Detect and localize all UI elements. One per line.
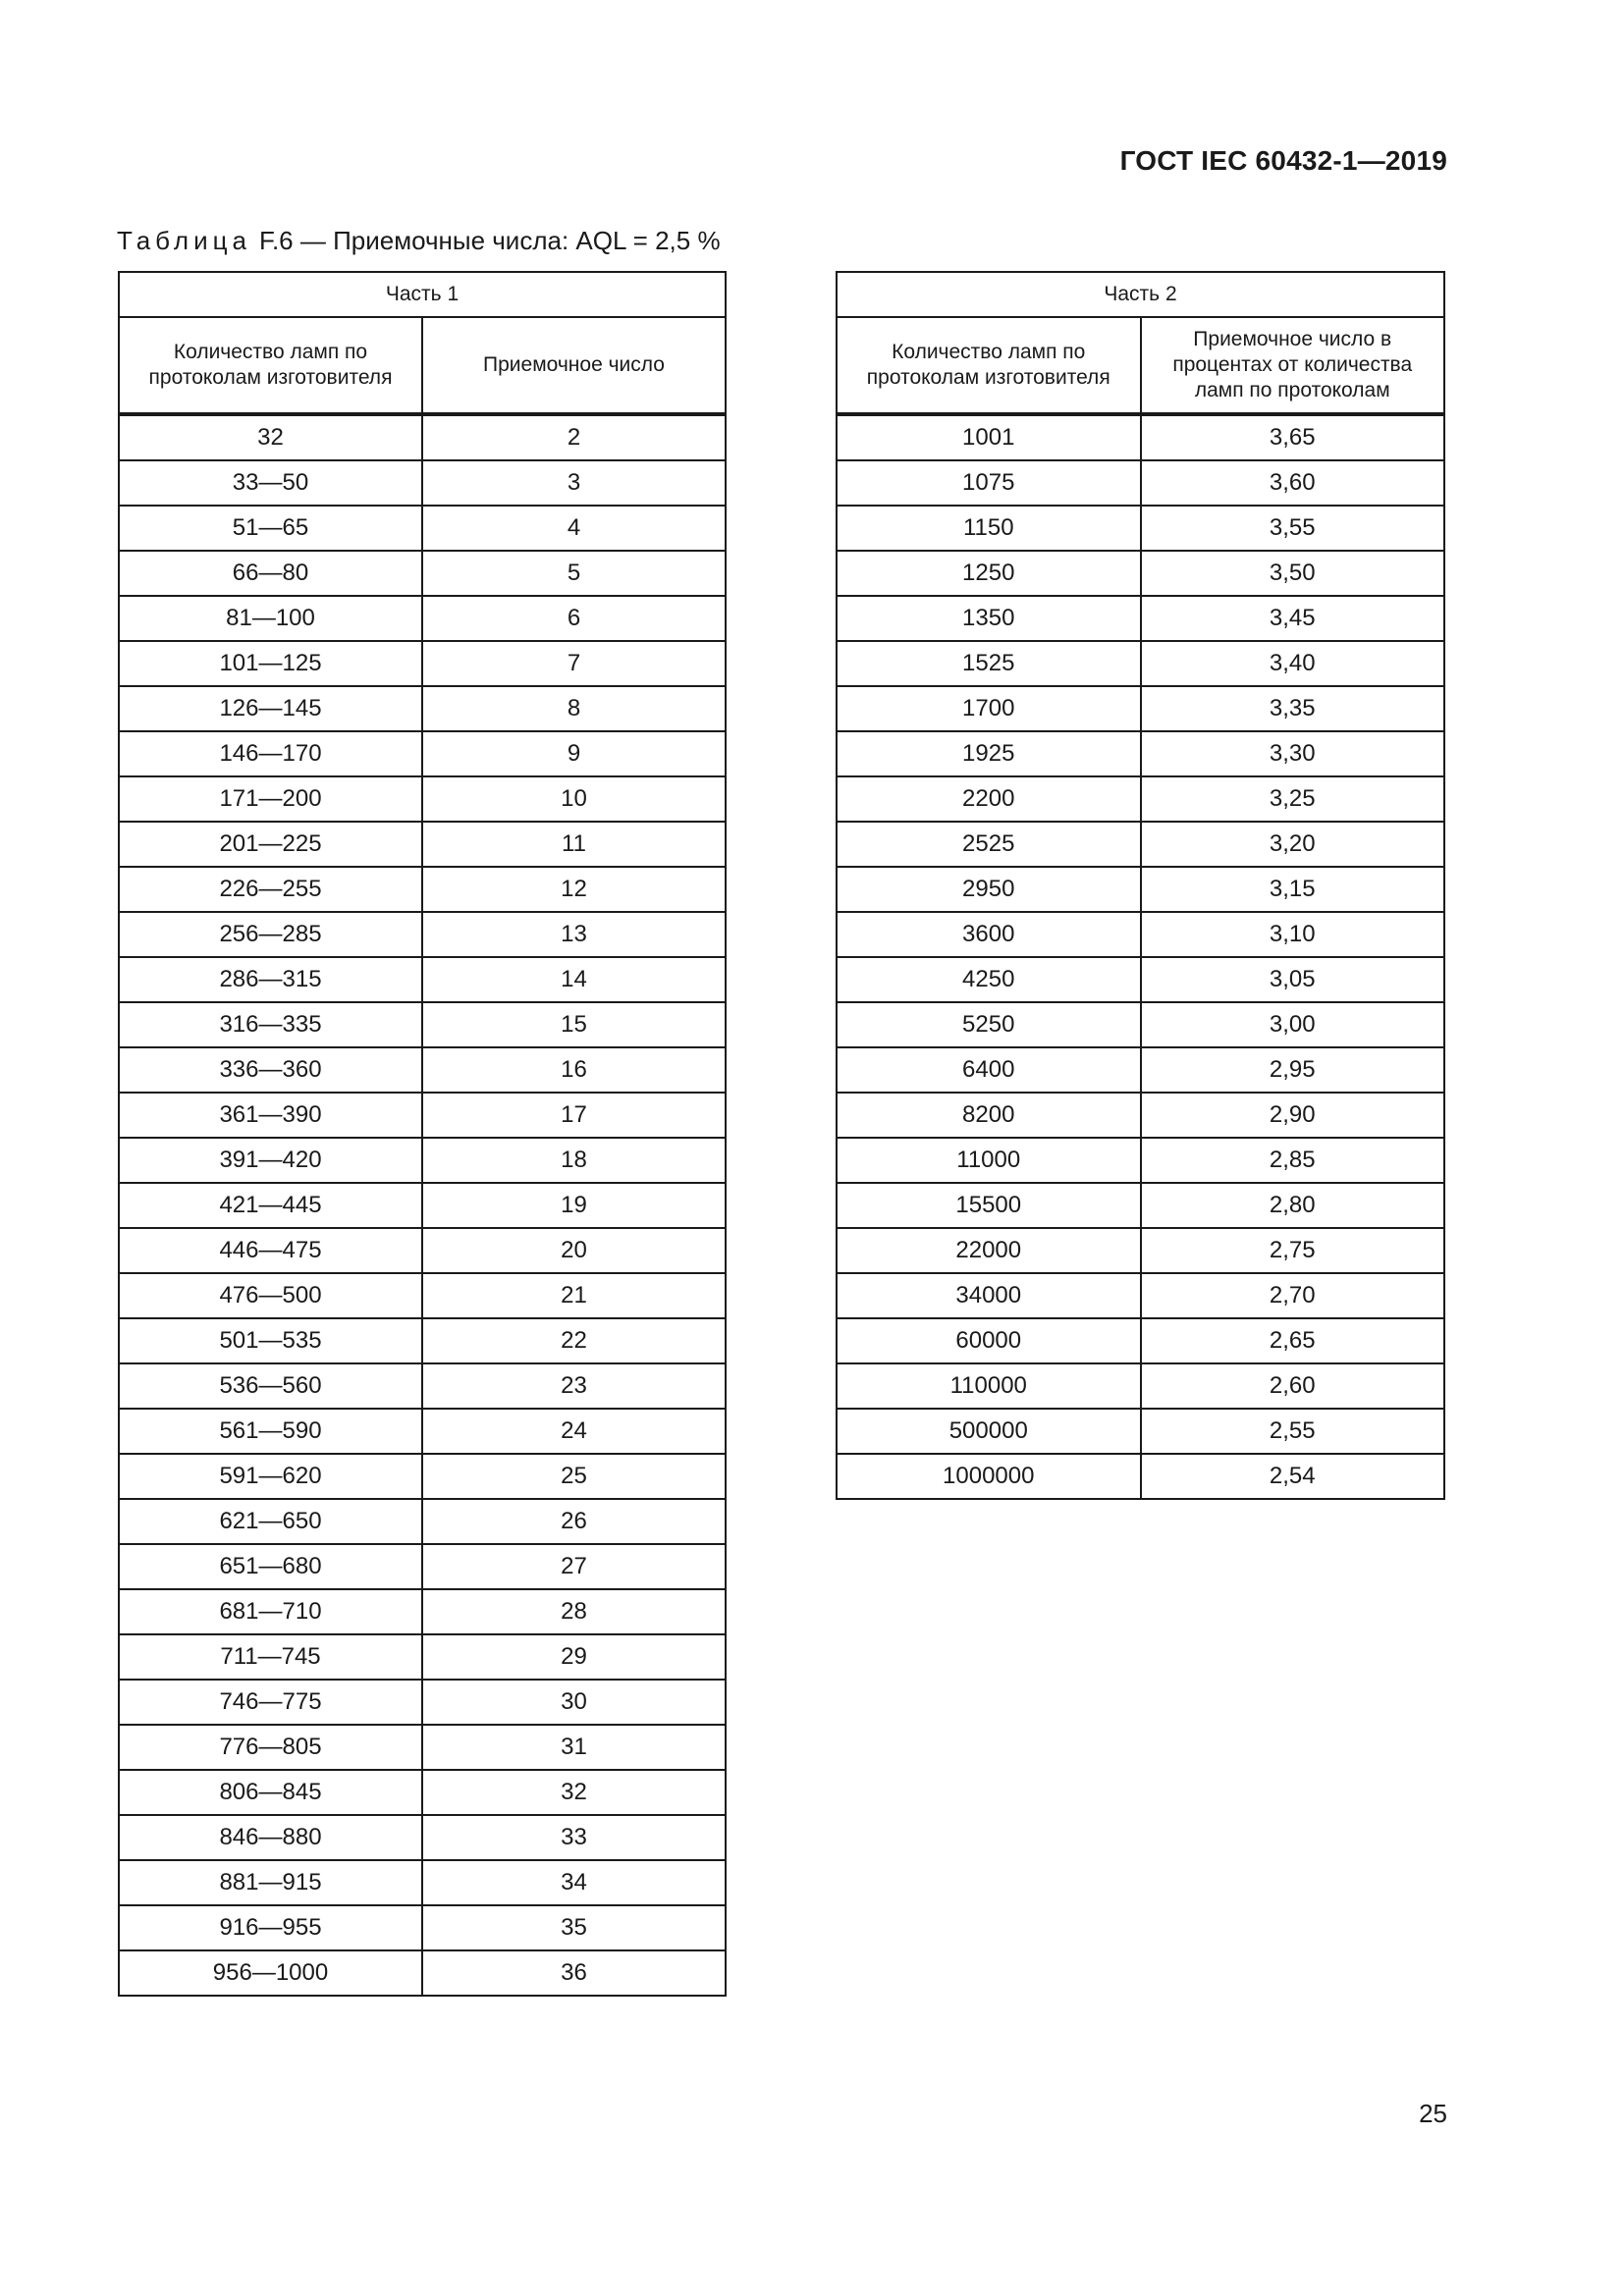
table-row: [119, 1183, 726, 1228]
lamp-count-cell: 22000: [837, 1228, 1141, 1273]
lamp-count-cell: 956—1000: [119, 1950, 422, 1996]
lamp-count-cell: 336—360: [119, 1047, 422, 1093]
lamp-count-cell: 201—225: [119, 822, 422, 867]
table-row: [119, 1499, 726, 1544]
table-row: [119, 1273, 726, 1318]
lamp-count-cell: 256—285: [119, 912, 422, 957]
lamp-count-cell: 1925: [837, 731, 1141, 776]
table-row: [837, 912, 1444, 957]
table-row: [837, 414, 1444, 460]
lamp-count-cell: 3600: [837, 912, 1141, 957]
table-row: [119, 1680, 726, 1725]
acceptance-number-cell: 3,05: [1141, 957, 1445, 1002]
lamp-count-cell: 66—80: [119, 551, 422, 596]
lamp-count-cell: 391—420: [119, 1138, 422, 1183]
part-1-col-lamp-count-header: Количество ламп по протоколам изготовителя: [119, 317, 422, 414]
table-part-2: [836, 271, 1445, 1500]
table-row: [119, 1770, 726, 1815]
acceptance-number-cell: 10: [422, 776, 726, 822]
lamp-count-cell: 881—915: [119, 1860, 422, 1905]
acceptance-number-cell: 28: [422, 1589, 726, 1634]
table-row: [837, 686, 1444, 731]
acceptance-number-cell: 23: [422, 1363, 726, 1409]
lamp-count-cell: 316—335: [119, 1002, 422, 1047]
table-row: [119, 822, 726, 867]
table-row: [837, 1183, 1444, 1228]
lamp-count-cell: 746—775: [119, 1680, 422, 1725]
acceptance-number-cell: 29: [422, 1634, 726, 1680]
table-row: [837, 460, 1444, 506]
lamp-count-cell: 421—445: [119, 1183, 422, 1228]
table-row: [119, 460, 726, 506]
acceptance-number-cell: 2,80: [1141, 1183, 1445, 1228]
table-row: [837, 641, 1444, 686]
table-row: [837, 1002, 1444, 1047]
acceptance-number-cell: 31: [422, 1725, 726, 1770]
lamp-count-cell: 81—100: [119, 596, 422, 641]
acceptance-number-cell: 22: [422, 1318, 726, 1363]
table-row: [119, 1093, 726, 1138]
table-row: [837, 551, 1444, 596]
table-row: [119, 1318, 726, 1363]
lamp-count-cell: 621—650: [119, 1499, 422, 1544]
acceptance-number-cell: 3,40: [1141, 641, 1445, 686]
acceptance-number-cell: 15: [422, 1002, 726, 1047]
table-caption: [117, 226, 721, 256]
table-row: [119, 1363, 726, 1409]
acceptance-number-cell: 11: [422, 822, 726, 867]
table-row: [119, 1454, 726, 1499]
acceptance-number-cell: 4: [422, 506, 726, 551]
acceptance-number-cell: 25: [422, 1454, 726, 1499]
lamp-count-cell: 846—880: [119, 1815, 422, 1860]
table-row: [119, 1589, 726, 1634]
table-row: [119, 1544, 726, 1589]
acceptance-number-cell: 12: [422, 867, 726, 912]
document-code: ГОСТ IEC 60432-1—2019: [1119, 145, 1447, 176]
table-row: [119, 867, 726, 912]
acceptance-number-cell: 3,35: [1141, 686, 1445, 731]
lamp-count-cell: 500000: [837, 1409, 1141, 1454]
table-row: [837, 1363, 1444, 1409]
acceptance-number-cell: 30: [422, 1680, 726, 1725]
lamp-count-cell: 146—170: [119, 731, 422, 776]
table-row: [837, 1318, 1444, 1363]
table-row: [837, 776, 1444, 822]
acceptance-number-cell: 3,30: [1141, 731, 1445, 776]
acceptance-number-cell: 3,20: [1141, 822, 1445, 867]
table-row: [837, 1138, 1444, 1183]
part-1-body: [119, 414, 726, 1996]
acceptance-number-cell: 19: [422, 1183, 726, 1228]
acceptance-number-cell: 3,65: [1141, 414, 1445, 460]
lamp-count-cell: 1525: [837, 641, 1141, 686]
acceptance-number-cell: 3,50: [1141, 551, 1445, 596]
acceptance-number-cell: 8: [422, 686, 726, 731]
lamp-count-cell: 806—845: [119, 1770, 422, 1815]
table-row: [119, 1047, 726, 1093]
table-row: [119, 776, 726, 822]
lamp-count-cell: 1700: [837, 686, 1141, 731]
lamp-count-cell: 286—315: [119, 957, 422, 1002]
table-row: [837, 867, 1444, 912]
lamp-count-cell: 711—745: [119, 1634, 422, 1680]
table-row: [837, 506, 1444, 551]
lamp-count-cell: 110000: [837, 1363, 1141, 1409]
lamp-count-cell: 5250: [837, 1002, 1141, 1047]
lamp-count-cell: 681—710: [119, 1589, 422, 1634]
acceptance-number-cell: 3,00: [1141, 1002, 1445, 1047]
acceptance-number-cell: 36: [422, 1950, 726, 1996]
lamp-count-cell: 536—560: [119, 1363, 422, 1409]
table-row: [837, 1409, 1444, 1454]
part-1-title: Часть 1: [119, 272, 726, 317]
table-caption-label: Таблица: [117, 226, 251, 255]
lamp-count-cell: 32: [119, 414, 422, 460]
acceptance-number-cell: 16: [422, 1047, 726, 1093]
acceptance-number-cell: 2,70: [1141, 1273, 1445, 1318]
acceptance-number-cell: 17: [422, 1093, 726, 1138]
acceptance-number-cell: 2,54: [1141, 1454, 1445, 1499]
table-row: [119, 1409, 726, 1454]
table-row: [119, 957, 726, 1002]
table-row: [119, 1228, 726, 1273]
lamp-count-cell: 34000: [837, 1273, 1141, 1318]
part-2-title: Часть 2: [837, 272, 1444, 317]
lamp-count-cell: 226—255: [119, 867, 422, 912]
lamp-count-cell: 476—500: [119, 1273, 422, 1318]
lamp-count-cell: 916—955: [119, 1905, 422, 1950]
table-row: [119, 1950, 726, 1996]
lamp-count-cell: 1250: [837, 551, 1141, 596]
part-2-body: [837, 414, 1444, 1499]
page-number: 25: [1419, 2099, 1447, 2128]
table-row: [837, 1093, 1444, 1138]
table-row: [119, 1634, 726, 1680]
acceptance-number-cell: 14: [422, 957, 726, 1002]
lamp-count-cell: 6400: [837, 1047, 1141, 1093]
lamp-count-cell: 1150: [837, 506, 1141, 551]
acceptance-number-cell: 13: [422, 912, 726, 957]
table-row: [119, 1905, 726, 1950]
table-part-1: [118, 271, 727, 1997]
table-row: [837, 1454, 1444, 1499]
lamp-count-cell: 361—390: [119, 1093, 422, 1138]
table-row: [119, 1002, 726, 1047]
acceptance-number-cell: 3,45: [1141, 596, 1445, 641]
part-2-col-lamp-count-header: Количество ламп по протоколам изготовителя: [837, 317, 1141, 414]
acceptance-number-cell: 9: [422, 731, 726, 776]
acceptance-number-cell: 3: [422, 460, 726, 506]
acceptance-number-cell: 2,75: [1141, 1228, 1445, 1273]
acceptance-number-cell: 2,95: [1141, 1047, 1445, 1093]
acceptance-number-cell: 3,60: [1141, 460, 1445, 506]
lamp-count-cell: 8200: [837, 1093, 1141, 1138]
lamp-count-cell: 1001: [837, 414, 1141, 460]
table-row: [119, 1815, 726, 1860]
acceptance-number-cell: 26: [422, 1499, 726, 1544]
table-row: [837, 596, 1444, 641]
table-row: [119, 686, 726, 731]
acceptance-number-cell: 3,10: [1141, 912, 1445, 957]
table-row: [119, 1725, 726, 1770]
lamp-count-cell: 446—475: [119, 1228, 422, 1273]
table-row: [837, 957, 1444, 1002]
acceptance-number-cell: 32: [422, 1770, 726, 1815]
table-row: [119, 731, 726, 776]
lamp-count-cell: 126—145: [119, 686, 422, 731]
table-row: [837, 1273, 1444, 1318]
lamp-count-cell: 1075: [837, 460, 1141, 506]
acceptance-number-cell: 2,90: [1141, 1093, 1445, 1138]
lamp-count-cell: 2200: [837, 776, 1141, 822]
lamp-count-cell: 60000: [837, 1318, 1141, 1363]
acceptance-number-cell: 2,55: [1141, 1409, 1445, 1454]
acceptance-number-cell: 24: [422, 1409, 726, 1454]
lamp-count-cell: 171—200: [119, 776, 422, 822]
lamp-count-cell: 591—620: [119, 1454, 422, 1499]
table-caption-text: F.6 — Приемочные числа: AQL = 2,5 %: [258, 226, 721, 255]
lamp-count-cell: 1350: [837, 596, 1141, 641]
table-row: [119, 1860, 726, 1905]
lamp-count-cell: 1000000: [837, 1454, 1141, 1499]
table-row: [837, 822, 1444, 867]
lamp-count-cell: 501—535: [119, 1318, 422, 1363]
lamp-count-cell: 561—590: [119, 1409, 422, 1454]
table-row: [837, 1047, 1444, 1093]
table-row: [119, 912, 726, 957]
table-row: [837, 731, 1444, 776]
table-row: [119, 596, 726, 641]
part-2-col-acceptance-percent-header: Приемочное число в процентах от количества ламп по протоколам: [1141, 317, 1445, 414]
acceptance-number-cell: 7: [422, 641, 726, 686]
lamp-count-cell: 11000: [837, 1138, 1141, 1183]
acceptance-number-cell: 3,55: [1141, 506, 1445, 551]
lamp-count-cell: 33—50: [119, 460, 422, 506]
table-row: [119, 506, 726, 551]
acceptance-number-cell: 2: [422, 414, 726, 460]
table-row: [119, 1138, 726, 1183]
lamp-count-cell: 4250: [837, 957, 1141, 1002]
lamp-count-cell: 15500: [837, 1183, 1141, 1228]
lamp-count-cell: 776—805: [119, 1725, 422, 1770]
lamp-count-cell: 651—680: [119, 1544, 422, 1589]
acceptance-number-cell: 21: [422, 1273, 726, 1318]
acceptance-number-cell: 35: [422, 1905, 726, 1950]
table-row: [119, 414, 726, 460]
acceptance-number-cell: 27: [422, 1544, 726, 1589]
lamp-count-cell: 101—125: [119, 641, 422, 686]
acceptance-number-cell: 3,25: [1141, 776, 1445, 822]
acceptance-number-cell: 2,60: [1141, 1363, 1445, 1409]
lamp-count-cell: 2950: [837, 867, 1141, 912]
acceptance-number-cell: 5: [422, 551, 726, 596]
lamp-count-cell: 2525: [837, 822, 1141, 867]
acceptance-number-cell: 18: [422, 1138, 726, 1183]
acceptance-number-cell: 2,85: [1141, 1138, 1445, 1183]
table-row: [119, 551, 726, 596]
acceptance-number-cell: 20: [422, 1228, 726, 1273]
acceptance-number-cell: 2,65: [1141, 1318, 1445, 1363]
acceptance-number-cell: 33: [422, 1815, 726, 1860]
acceptance-number-cell: 6: [422, 596, 726, 641]
table-row: [119, 641, 726, 686]
acceptance-number-cell: 3,15: [1141, 867, 1445, 912]
part-1-col-acceptance-header: Приемочное число: [422, 317, 726, 414]
acceptance-number-cell: 34: [422, 1860, 726, 1905]
table-row: [837, 1228, 1444, 1273]
lamp-count-cell: 51—65: [119, 506, 422, 551]
